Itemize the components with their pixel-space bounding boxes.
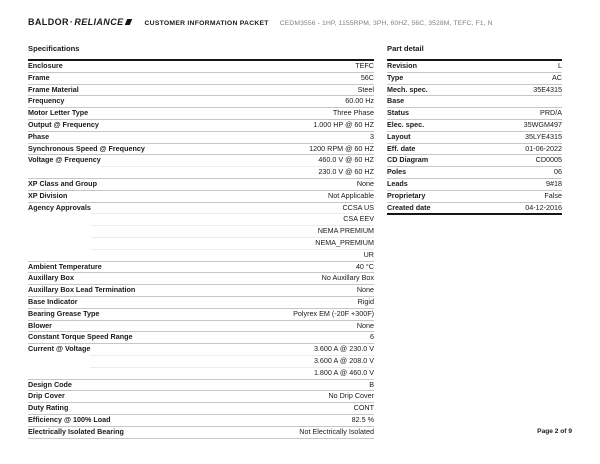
row-label: Design Code [28, 379, 72, 389]
row-values [91, 203, 374, 261]
table-row [28, 285, 374, 297]
row-value: 230.0 V @ 60 HZ [101, 166, 374, 178]
row-label: Constant Torque Speed Range [28, 332, 133, 342]
row-label: Efficiency @ 100% Load [28, 414, 111, 424]
table-row [28, 415, 374, 427]
row-value: UR [91, 249, 374, 261]
page-number: Page 2 of 9 [537, 428, 572, 435]
part-detail-title: Part detail [387, 44, 424, 53]
row-value: 82.5 % [351, 414, 374, 424]
row-values [90, 344, 374, 378]
specifications-table [28, 59, 374, 439]
row-values [411, 132, 562, 143]
specifications-title: Specifications [28, 44, 80, 53]
row-values [74, 273, 374, 284]
row-value: None [356, 178, 374, 188]
row-label: Elec. spec. [387, 119, 425, 129]
page-header [28, 17, 572, 27]
row-value: Not Electrically Isolated [299, 426, 374, 436]
row-label: Ambient Temperature [28, 261, 102, 271]
row-values [52, 321, 374, 332]
row-values [64, 96, 374, 107]
row-value: 3 [370, 131, 374, 141]
row-label: Revision [387, 61, 417, 70]
table-row [28, 309, 374, 321]
row-values [135, 285, 374, 296]
row-values [99, 309, 374, 320]
row-value: 460.0 V @ 60 HZ [318, 155, 374, 165]
row-value: CSA EEV [91, 213, 374, 225]
row-values [408, 179, 562, 190]
row-label: Voltage @ Frequency [28, 155, 101, 165]
row-values [409, 108, 562, 119]
row-values [111, 415, 374, 426]
row-value: 56C [360, 72, 374, 82]
logo-baldor-text: BALDOR [28, 17, 69, 27]
row-value: 06 [554, 167, 562, 177]
row-value: CCSA US [342, 202, 374, 212]
row-label: XP Class and Group [28, 178, 97, 188]
row-value: CD0005 [535, 155, 562, 165]
row-value: NEMA PREMIUM [91, 225, 374, 237]
row-values [417, 61, 562, 72]
row-values [415, 144, 562, 155]
logo-dot: · [69, 17, 74, 27]
row-label: Frame Material [28, 84, 79, 94]
table-row [28, 321, 374, 333]
row-value: 04-12-2016 [525, 202, 562, 212]
row-values [49, 132, 374, 143]
table-row [387, 179, 562, 191]
row-values [63, 61, 374, 72]
row-values [428, 155, 562, 166]
row-label: Base Indicator [28, 296, 78, 306]
row-values [403, 73, 562, 84]
row-value: Three Phase [332, 108, 374, 118]
row-value: 60.00 Hz [345, 96, 374, 106]
table-row [28, 380, 374, 392]
row-value: 35WGM497 [523, 119, 562, 129]
table-row [28, 203, 374, 262]
table-row [28, 403, 374, 415]
row-label: Status [387, 108, 409, 118]
row-value: 35E4315 [533, 84, 562, 94]
row-values [431, 203, 562, 214]
row-label: CD Diagram [387, 155, 429, 165]
row-value: 6 [370, 332, 374, 342]
row-value: False [544, 190, 562, 200]
table-row [387, 108, 562, 120]
row-value: 1.800 A @ 460.0 V [90, 367, 374, 379]
row-values [428, 85, 562, 96]
table-row [387, 203, 562, 214]
row-values [425, 191, 562, 202]
row-label: Agency Approvals [28, 202, 91, 212]
table-row [28, 85, 374, 97]
table-row [28, 297, 374, 309]
row-value [404, 96, 562, 107]
table-row [387, 144, 562, 156]
row-values [133, 332, 375, 343]
table-row [28, 262, 374, 274]
table-row [28, 144, 374, 156]
row-value: NEMA_PREMIUM [91, 237, 374, 249]
row-label: Frequency [28, 96, 65, 106]
table-row [28, 332, 374, 344]
row-label: Leads [387, 178, 408, 188]
table-row [28, 179, 374, 191]
row-label: Enclosure [28, 61, 63, 70]
row-label: Auxillary Box [28, 273, 74, 283]
row-label: Poles [387, 167, 407, 177]
row-values [78, 297, 374, 308]
row-value: PRD/A [540, 108, 562, 118]
row-label: Proprietary [387, 190, 426, 200]
part-detail-section [387, 44, 562, 215]
logo-reliance-text: RELIANCE [74, 17, 124, 27]
baldor-reliance-logo [28, 17, 131, 27]
row-value: 35LYE4315 [524, 131, 562, 141]
row-value: 40 °C [355, 261, 374, 271]
row-values [97, 179, 374, 190]
table-row [387, 73, 562, 85]
row-value: AC [552, 72, 562, 82]
table-row [387, 132, 562, 144]
row-value: 3.600 A @ 230.0 V [313, 344, 374, 354]
row-label: Layout [387, 131, 411, 141]
row-value: TEFC [355, 61, 374, 70]
row-values [67, 191, 374, 202]
row-label: Duty Rating [28, 403, 69, 413]
part-detail-table [387, 59, 562, 215]
table-row [387, 120, 562, 132]
table-row [28, 120, 374, 132]
table-row [28, 427, 374, 439]
table-row [28, 344, 374, 379]
row-value: CONT [353, 403, 374, 413]
row-label: Synchronous Speed @ Frequency [28, 143, 145, 153]
row-label: Output @ Frequency [28, 119, 99, 129]
table-row [28, 61, 374, 73]
row-values [72, 380, 374, 391]
row-label: Drip Cover [28, 391, 65, 401]
row-label: Eff. date [387, 143, 416, 153]
table-row [28, 191, 374, 203]
table-row [387, 155, 562, 167]
table-row [387, 61, 562, 73]
row-values [88, 108, 374, 119]
row-value: 3.600 A @ 208.0 V [90, 355, 374, 367]
row-values [101, 155, 374, 178]
row-label: Frame [28, 72, 50, 82]
table-row [387, 167, 562, 179]
row-value: No Drip Cover [328, 391, 374, 401]
row-label: Type [387, 72, 404, 82]
row-value: None [356, 320, 374, 330]
row-value: 01-06-2022 [525, 143, 562, 153]
row-label: Bearing Grease Type [28, 308, 100, 318]
row-value: 1200 RPM @ 60 HZ [309, 143, 374, 153]
row-values [102, 262, 374, 273]
table-row [387, 96, 562, 108]
product-description: CEDM3556 - 1HP, 1155RPM, 3PH, 60HZ, 56C, 3528M, TEFC, F1, N [279, 20, 493, 27]
row-values [99, 120, 374, 131]
table-row [28, 96, 374, 108]
row-values [424, 120, 562, 131]
row-label: Created date [387, 202, 431, 212]
table-row [28, 132, 374, 144]
table-row [387, 85, 562, 97]
row-value: Steel [357, 84, 374, 94]
table-row [28, 155, 374, 179]
row-value: L [558, 61, 562, 70]
row-values [50, 73, 374, 84]
row-label: Electrically Isolated Bearing [28, 426, 124, 436]
table-row [28, 273, 374, 285]
table-row [28, 108, 374, 120]
row-values [68, 403, 374, 414]
row-values [124, 427, 374, 438]
row-values [79, 85, 374, 96]
row-value: Not Applicable [328, 190, 374, 200]
row-values [406, 167, 562, 178]
table-row [387, 191, 562, 203]
row-value: 9#18 [546, 178, 562, 188]
row-label: Mech. spec. [387, 84, 428, 94]
row-values [145, 144, 374, 155]
row-values [65, 391, 374, 402]
row-value: None [356, 285, 374, 295]
document-title: CUSTOMER INFORMATION PACKET [144, 20, 269, 27]
table-row [28, 73, 374, 85]
row-values [404, 96, 562, 107]
row-label: Phase [28, 131, 50, 141]
row-value: 1.000 HP @ 60 HZ [313, 119, 374, 129]
row-label: Blower [28, 320, 52, 330]
table-row [28, 391, 374, 403]
logo-flag-icon [124, 19, 131, 25]
specifications-section [28, 44, 374, 439]
row-value: Polyrex EM (-20F +300F) [293, 308, 374, 318]
row-value: B [369, 379, 374, 389]
row-label: Base [387, 96, 405, 106]
row-label: Motor Letter Type [28, 108, 89, 118]
row-label: XP Division [28, 190, 68, 200]
row-value: No Auxillary Box [321, 273, 374, 283]
row-label: Current @ Voltage [28, 344, 91, 354]
row-value: Rigid [357, 296, 374, 306]
row-label: Auxillary Box Lead Termination [28, 285, 136, 295]
